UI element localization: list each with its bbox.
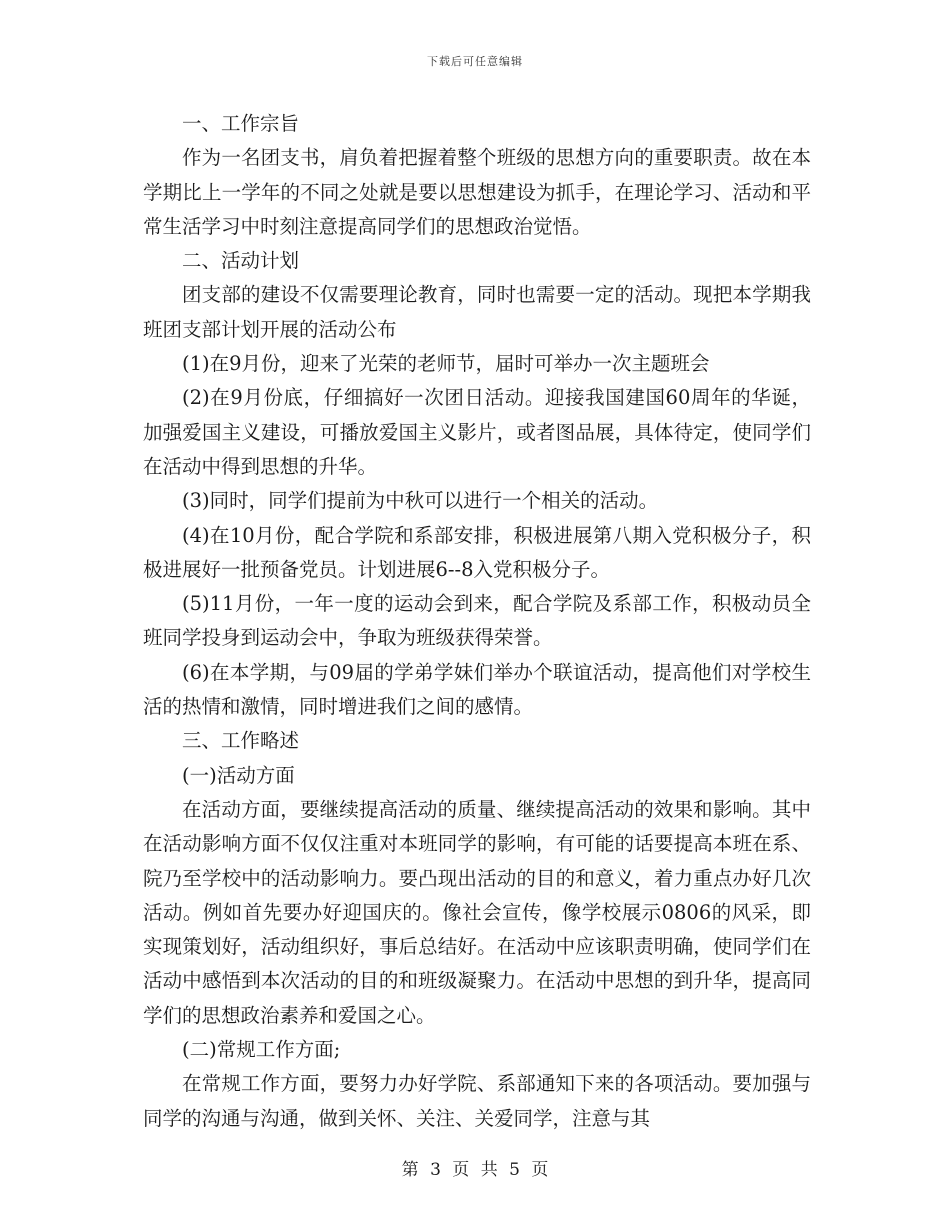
plan-item-3: (3)同时，同学们提前为中秋可以进行一个相关的活动。 bbox=[182, 489, 659, 513]
plan-item-5: (5)11月份，一年一度的运动会到来，配合学院及系部工作，积极动员全班同学投身到运动会中，争取为班级获得荣誉。 bbox=[143, 592, 811, 650]
paragraph-routine-work: 在常规工作方面，要努力办好学院、系部通知下来的各项活动。要加强与同学的沟通与沟通，做到关怀、关注、关爱同学，注意与其 bbox=[143, 1072, 811, 1130]
plan-item-4: (4)在10月份，配合学院和系部安排，积极进展第八期入党积极分子，积极进展好一批预备党员。计划进展6--8入党积极分子。 bbox=[143, 523, 811, 581]
paragraph-plan-intro: 团支部的建设不仅需要理论教育，同时也需要一定的活动。现把本学期我班团支部计划开展的活动公布 bbox=[143, 283, 811, 341]
page-number: 第 3 页 共 5 页 bbox=[401, 1160, 549, 1180]
subheading-routine-work: (二)常规工作方面; bbox=[182, 1038, 341, 1062]
subheading-activities: (一)活动方面 bbox=[182, 763, 295, 787]
document-body bbox=[143, 107, 811, 1136]
header-note: 下载后可任意编辑 bbox=[427, 55, 523, 68]
paragraph-activities: 在活动方面，要继续提高活动的质量、继续提高活动的效果和影响。其中在活动影响方面不仅仅注重对本班同学的影响，有可能的话要提高本班在系、院乃至学校中的活动影响力。要凸现出活动的目的和意义，着力重点办好几次活动。例如首先要办好迎国庆的。像社会宣传，像学校展示0806的风采，即实现策划好，活动组织好，事后总结好。在活动中应该职责明确，使同学们在活动中感悟到本次活动的目的和班级凝聚力。在活动中思想的到升华，提高同学们的思想政治素养和爱国之心。 bbox=[143, 797, 811, 1027]
paragraph-purpose: 作为一名团支书，肩负着把握着整个班级的思想方向的重要职责。故在本学期比上一学年的不同之处就是要以思想建设为抓手，在理论学习、活动和平常生活学习中时刻注意提高同学们的思想政治觉悟。 bbox=[143, 146, 811, 238]
plan-item-6: (6)在本学期，与09届的学弟学妹们举办个联谊活动，提高他们对学校生活的热情和激情，同时增进我们之间的感情。 bbox=[143, 660, 811, 719]
heading-activity-plan: 二、活动计划 bbox=[182, 249, 300, 273]
plan-item-2: (2)在9月份底，仔细搞好一次团日活动。迎接我国建国60周年的华诞，加强爱国主义建设，可播放爱国主义影片，或者图品展，具体待定，使同学们在活动中得到思想的升华。 bbox=[143, 386, 811, 478]
plan-item-1: (1)在9月份，迎来了光荣的老师节，届时可举办一次主题班会 bbox=[182, 352, 710, 376]
heading-work-summary: 三、工作略述 bbox=[182, 729, 300, 753]
heading-work-purpose: 一、工作宗旨 bbox=[182, 112, 300, 135]
